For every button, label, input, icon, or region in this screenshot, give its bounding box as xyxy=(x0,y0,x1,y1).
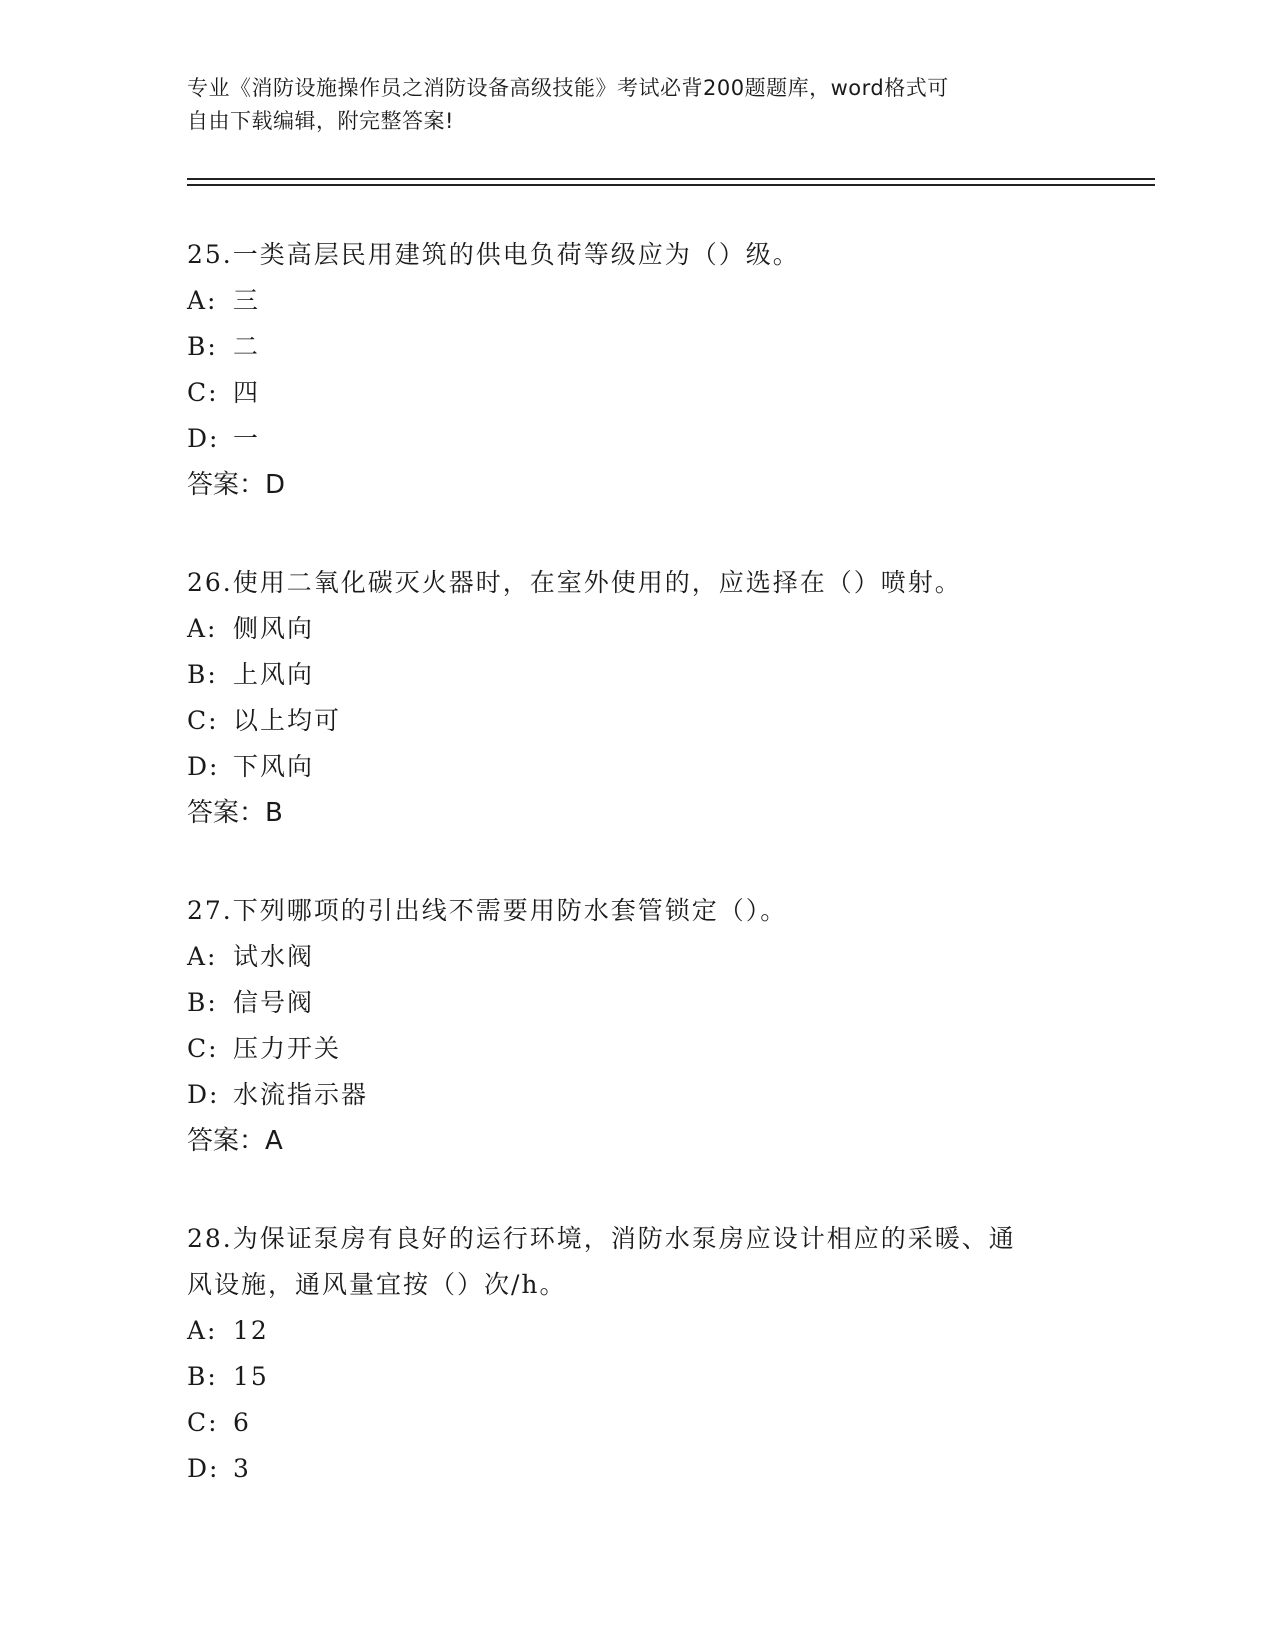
document-header xyxy=(187,72,1067,138)
option-text: 三 xyxy=(233,286,261,315)
option-c xyxy=(187,1026,1087,1072)
option-text: 3 xyxy=(233,1454,251,1483)
option-a xyxy=(187,278,1087,324)
option-text: 6 xyxy=(233,1408,251,1437)
question-stem-line-2: 风设施，通风量宜按（）次/h。 xyxy=(187,1270,567,1299)
option-label: C: xyxy=(187,706,219,735)
question-stem: 25.一类高层民用建筑的供电负荷等级应为（）级。 xyxy=(187,240,800,269)
option-text: 一 xyxy=(233,424,261,453)
option-label: B: xyxy=(187,660,218,689)
question-stem-line-1: 28.为保证泵房有良好的运行环境，消防水泵房应设计相应的采暖、通 xyxy=(187,1224,1016,1253)
header-line-2: 自由下载编辑，附完整答案! xyxy=(187,109,454,133)
option-label: A: xyxy=(187,942,218,971)
option-label: C: xyxy=(187,1034,219,1063)
option-d xyxy=(187,416,1087,462)
option-b xyxy=(187,324,1087,370)
option-label: A: xyxy=(187,614,218,643)
header-divider-bottom xyxy=(187,184,1155,186)
option-label: A: xyxy=(187,1316,218,1345)
header-line-1: 专业《消防设施操作员之消防设备高级技能》考试必背200题题库，word格式可 xyxy=(187,76,949,100)
header-divider-top xyxy=(187,178,1155,180)
option-a xyxy=(187,934,1087,980)
answer-line: 答案：B xyxy=(187,798,283,828)
option-text: 水流指示器 xyxy=(233,1080,369,1109)
option-label: D: xyxy=(187,424,220,453)
option-a xyxy=(187,606,1087,652)
question-list xyxy=(187,232,1087,1544)
question-28 xyxy=(187,1216,1087,1492)
option-label: B: xyxy=(187,332,218,361)
option-d xyxy=(187,744,1087,790)
option-label: B: xyxy=(187,988,218,1017)
option-text: 下风向 xyxy=(233,752,315,781)
option-text: 12 xyxy=(233,1316,269,1345)
question-25 xyxy=(187,232,1087,508)
option-label: A: xyxy=(187,286,218,315)
option-c xyxy=(187,1400,1087,1446)
option-text: 侧风向 xyxy=(233,614,315,643)
question-26 xyxy=(187,560,1087,836)
option-text: 四 xyxy=(233,378,261,407)
option-text: 以上均可 xyxy=(233,706,342,735)
question-27 xyxy=(187,888,1087,1164)
answer-line: 答案：A xyxy=(187,1126,283,1156)
question-stem: 27.下列哪项的引出线不需要用防水套管锁定（）。 xyxy=(187,896,788,925)
answer-line: 答案：D xyxy=(187,470,286,500)
option-c xyxy=(187,370,1087,416)
option-b xyxy=(187,980,1087,1026)
option-c xyxy=(187,698,1087,744)
option-d xyxy=(187,1446,1087,1492)
option-label: C: xyxy=(187,378,219,407)
option-b xyxy=(187,1354,1087,1400)
option-label: D: xyxy=(187,752,220,781)
option-label: D: xyxy=(187,1454,220,1483)
option-label: D: xyxy=(187,1080,220,1109)
option-text: 压力开关 xyxy=(233,1034,342,1063)
option-text: 信号阀 xyxy=(233,988,315,1017)
option-text: 上风向 xyxy=(233,660,315,689)
question-stem: 26.使用二氧化碳灭火器时，在室外使用的，应选择在（）喷射。 xyxy=(187,568,962,597)
option-label: B: xyxy=(187,1362,218,1391)
option-d xyxy=(187,1072,1087,1118)
option-text: 二 xyxy=(233,332,261,361)
option-label: C: xyxy=(187,1408,219,1437)
option-text: 15 xyxy=(233,1362,269,1391)
option-text: 试水阀 xyxy=(233,942,315,971)
option-b xyxy=(187,652,1087,698)
option-a xyxy=(187,1308,1087,1354)
